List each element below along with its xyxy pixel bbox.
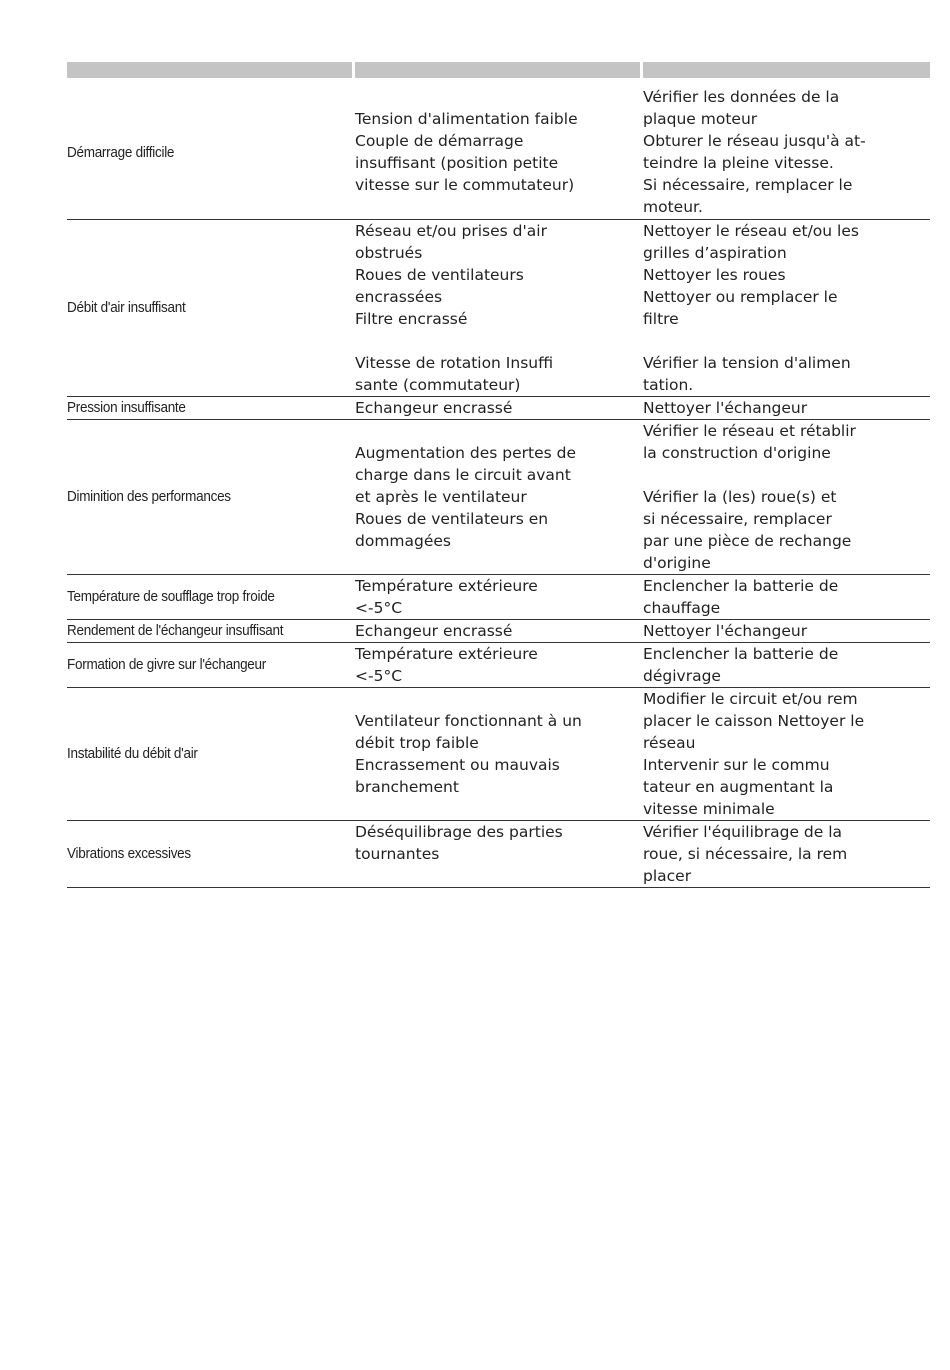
remedy-cell: Vérifier l'équilibrage de la roue, si nécessaire, la rem placer [643,820,930,887]
table-header-bar-remedy [643,62,930,78]
remedy-cell: Vérifier les données de la plaque moteur Obturer le réseau jusqu'à at- teindre la pleine vitesse. Si nécessaire, remplacer le moteur. [643,86,930,219]
table-row [67,574,930,619]
remedy-cell: Enclencher la batterie de chauffage [643,574,930,619]
table-header-bar-cause [355,62,640,78]
cause-cell: Déséquilibrage des parties tournantes [355,820,643,887]
table-header-bar-symptom [67,62,352,78]
cause-cell: Augmentation des pertes de charge dans le circuit avant et après le ventilateur Roues de ventilateurs en dommagées [355,419,643,574]
cause-cell: Echangeur encrassé [355,619,643,642]
cause-cell: Température extérieure <-5°C [355,642,643,687]
table-row [67,396,930,419]
symptom-cell: Démarrage difficile [67,86,355,219]
table-row [67,86,930,219]
table-row [67,687,930,820]
remedy-cell: Enclencher la batterie de dégivrage [643,642,930,687]
cause-cell: Température extérieure <-5°C [355,574,643,619]
remedy-cell: Modifier le circuit et/ou rem placer le caisson Nettoyer le réseau Intervenir sur le commu tateur en augmentant la vitesse minimale [643,687,930,820]
cause-cell: Echangeur encrassé [355,396,643,419]
table-row [67,820,930,887]
cause-cell: Réseau et/ou prises d'air obstrués Roues de ventilateurs encrassées Filtre encrassé Vitesse de rotation Insuffi sante (commutateur) [355,219,643,396]
symptom-cell: Diminition des performances [67,419,355,574]
symptom-cell: Vibrations excessives [67,820,355,887]
table-row [67,619,930,642]
cause-cell: Ventilateur fonctionnant à un débit trop faible Encrassement ou mauvais branchement [355,687,643,820]
symptom-cell: Instabilité du débit d'air [67,687,355,820]
table-row [67,219,930,396]
cause-cell: Tension d'alimentation faible Couple de démarrage insuffisant (position petite vitesse sur le commutateur) [355,86,643,219]
remedy-cell: Vérifier le réseau et rétablir la construction d'origine Vérifier la (les) roue(s) et si nécessaire, remplacer par une pièce de rechange d'origine [643,419,930,574]
table-row [67,642,930,687]
symptom-cell: Rendement de l'échangeur insuffisant [67,619,355,642]
symptom-cell: Pression insuffisante [67,396,355,419]
remedy-cell: Nettoyer le réseau et/ou les grilles d’aspiration Nettoyer les roues Nettoyer ou remplacer le filtre Vérifier la tension d'alimen tation. [643,219,930,396]
symptom-cell: Débit d'air insuffisant [67,219,355,396]
troubleshooting-table [67,86,930,888]
remedy-cell: Nettoyer l'échangeur [643,619,930,642]
symptom-cell: Température de soufflage trop froide [67,574,355,619]
table-row [67,419,930,574]
remedy-cell: Nettoyer l'échangeur [643,396,930,419]
symptom-cell: Formation de givre sur l'échangeur [67,642,355,687]
